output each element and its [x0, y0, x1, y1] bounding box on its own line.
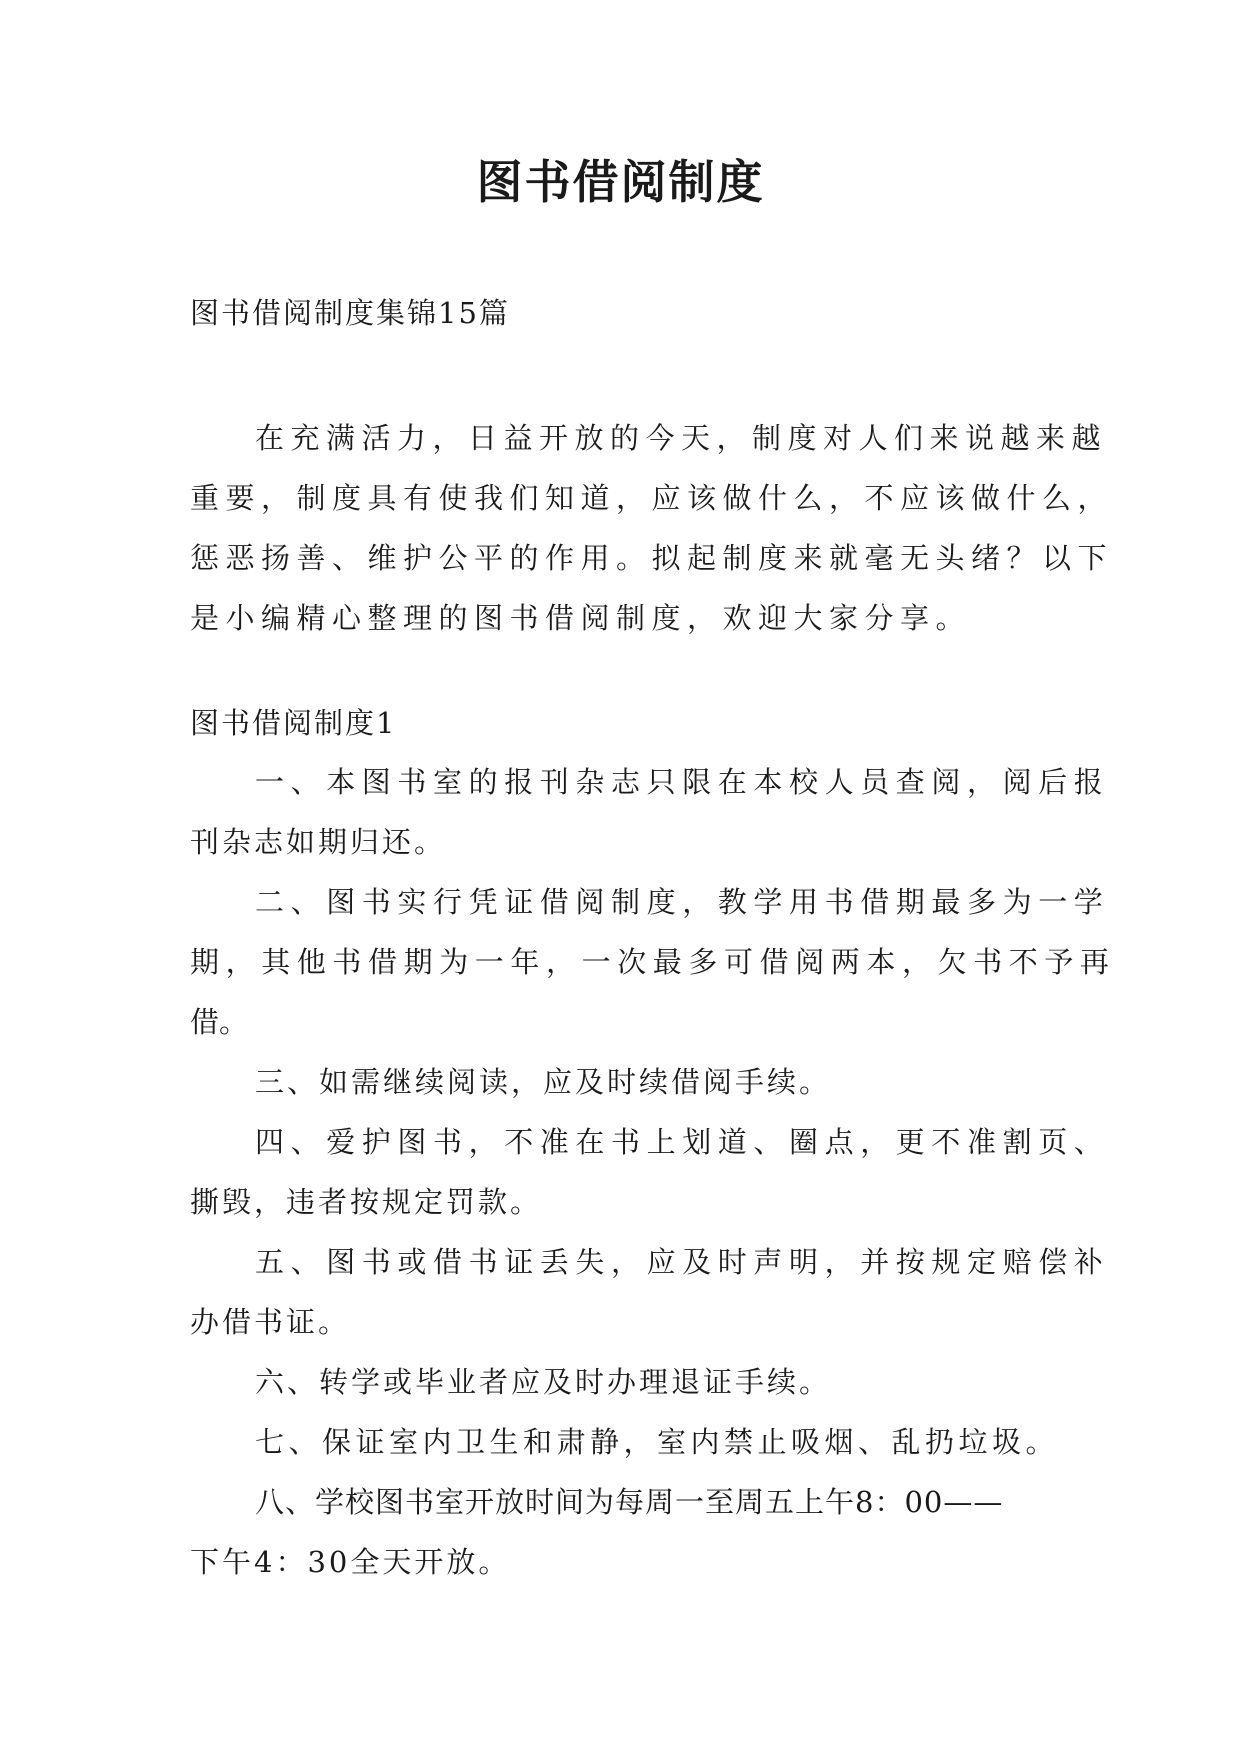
rule-line: 六、转学或毕业者应及时办理退证手续。: [255, 1365, 832, 1399]
rule-line: 七、保证室内卫生和肃静，室内禁止吸烟、乱扔垃圾。: [255, 1425, 1060, 1459]
rule-line: 撕毁，违者按规定罚款。: [190, 1185, 543, 1219]
rule-line: 办借书证。: [190, 1305, 351, 1339]
intro-line: 是小编精心整理的图书借阅制度，欢迎大家分享。: [190, 601, 972, 635]
rule-line: 一、本图书室的报刊杂志只限在本校人员查阅，阅后报: [255, 765, 1110, 799]
document-subtitle: 图书借阅制度集锦15篇: [190, 296, 510, 330]
intro-line: 重要，制度具有使我们知道，应该做什么，不应该做什么，: [190, 481, 1114, 515]
rule-line: 下午4：30全天开放。: [190, 1545, 511, 1579]
rule-line: 五、图书或借书证丢失，应及时声明，并按规定赔偿补: [255, 1245, 1110, 1279]
section-heading: 图书借阅制度1: [190, 706, 397, 740]
rule-line: 八、学校图书室开放时间为每周一至周五上午8：00——: [255, 1485, 1004, 1519]
rule-line: 三、如需继续阅读，应及时续借阅手续。: [255, 1065, 832, 1099]
rule-line: 二、图书实行凭证借阅制度，教学用书借期最多为一学: [255, 885, 1110, 919]
intro-paragraph: [190, 408, 1114, 648]
document-title: 图书借阅制度: [476, 155, 765, 209]
intro-line: 惩恶扬善、维护公平的作用。拟起制度来就毫无头绪？以下: [190, 541, 1114, 575]
rule-line: 刊杂志如期归还。: [190, 825, 447, 859]
intro-line: 在充满活力，日益开放的今天，制度对人们来说越来越: [255, 421, 1108, 455]
rule-line: 四、爱护图书，不准在书上划道、圈点，更不准割页、: [255, 1125, 1110, 1159]
rule-line: 期，其他书借期为一年，一次最多可借阅两本，欠书不予再: [190, 945, 1116, 979]
rule-line: 借。: [190, 1005, 249, 1039]
rules-list: [190, 752, 1116, 1592]
